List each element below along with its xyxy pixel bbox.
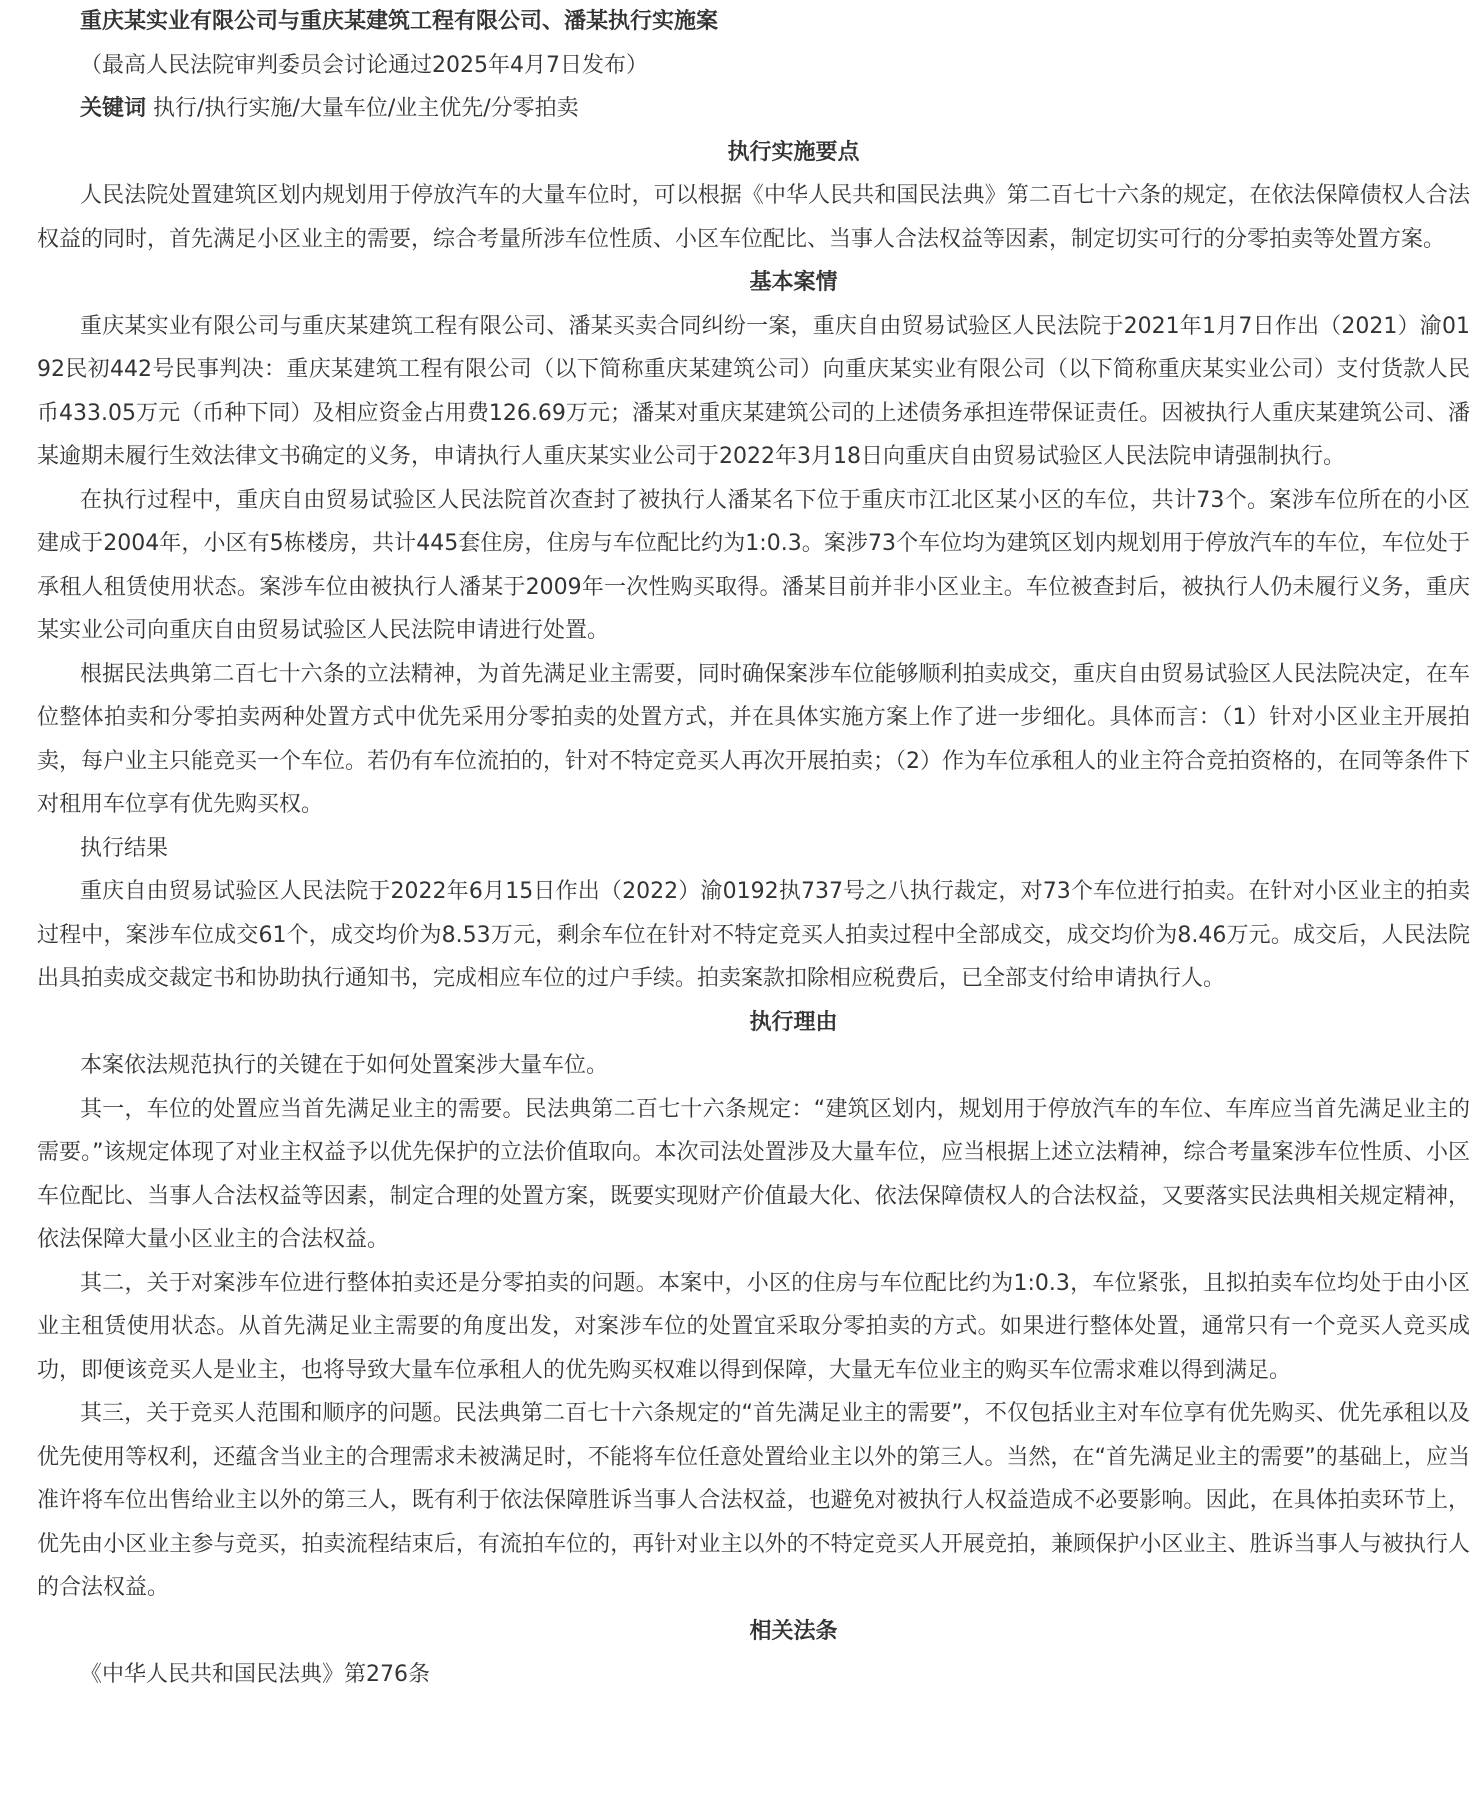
keywords-value: 执行/执行实施/大量车位/业主优先/分零拍卖 [153,96,579,121]
section-heading-related-laws: 相关法条 [749,1618,838,1644]
paragraph: 在执行过程中，重庆自由贸易试验区人民法院首次查封了被执行人潘某名下位于重庆市江北区某小区的车位，共计73个。案涉车位所在的小区建成于2004年，小区有5栋楼房，共计445套住房，住房与车位配比约为1:0.3。案涉73个车位均为建筑区划内规划用于停放汽车的车位，车位处于承租人租赁使用状态。案涉车位由被执行人潘某于2009年一次性购买取得。潘某目前并非小区业主。车位被查封后，被执行人仍未履行义务，重庆某实业公司向重庆自由贸易试验区人民法院申请进行处置。 [37,487,1470,643]
section-heading-reasons: 执行理由 [749,1009,838,1035]
paragraph: 本案依法规范执行的关键在于如何处置案涉大量车位。 [80,1053,609,1078]
paragraph: 重庆某实业有限公司与重庆某建筑工程有限公司、潘某买卖合同纠纷一案，重庆自由贸易试验区人民法院于2021年1月7日作出（2021）渝0192民初442号民事判决：重庆某建筑工程有限公司（以下简称重庆某建筑公司）向重庆某实业有限公司（以下简称重庆某实业公司）支付货款人民币433.05万元（币种下同）及相应资金占用费126.69万元；潘某对重庆某建筑公司的上述债务承担连带保证责任。因被执行人重庆某建筑公司、潘某逾期未履行生效法律文书确定的义务，申请执行人重庆某实业公司于2022年3月18日向重庆自由贸易试验区人民法院申请强制执行。 [37,313,1470,469]
paragraph: 重庆自由贸易试验区人民法院于2022年6月15日作出（2022）渝0192执737号之八执行裁定，对73个车位进行拍卖。在针对小区业主的拍卖过程中，案涉车位成交61个，成交均价为8.53万元，剩余车位在针对不特定竞买人拍卖过程中全部成交，成交均价为8.46万元。成交后，人民法院出具拍卖成交裁定书和协助执行通知书，完成相应车位的过户手续。拍卖案款扣除相应税费后，已全部支付给申请执行人。 [37,879,1470,991]
paragraph: 其二，关于对案涉车位进行整体拍卖还是分零拍卖的问题。本案中，小区的住房与车位配比约为1:0.3，车位紧张，且拟拍卖车位均处于由小区业主租赁使用状态。从首先满足业主需要的角度出发，对案涉车位的处置宜采取分零拍卖的方式。如果进行整体处置，通常只有一个竞买人竞买成功，即便该竞买人是业主，也将导致大量车位承租人的优先购买权难以得到保障，大量无车位业主的购买车位需求难以得到满足。 [37,1270,1470,1383]
case-title: 重庆某实业有限公司与重庆某建筑工程有限公司、潘某执行实施案 [80,9,719,34]
section-heading-basic-facts: 基本案情 [749,270,838,295]
paragraph: 人民法院处置建筑区划内规划用于停放汽车的大量车位时，可以根据《中华人民共和国民法典》第二百七十六条的规定，在依法保障债权人合法权益的同时，首先满足小区业主的需要，综合考量所涉车位性质、小区车位配比、当事人合法权益等因素，制定切实可行的分零拍卖等处置方案。 [37,183,1470,252]
section-heading-key-points: 执行实施要点 [727,139,860,165]
keywords-label: 关键词 [80,96,147,121]
paragraph: 其一，车位的处置应当首先满足业主的需要。民法典第二百七十六条规定：“建筑区划内，规划用于停放汽车的车位、车库应当首先满足业主的需要。”该规定体现了对业主权益予以优先保护的立法价值取向。本次司法处置涉及大量车位，应当根据上述立法精神，综合考量案涉车位性质、小区车位配比、当事人合法权益等因素，制定合理的处置方案，既要实现财产价值最大化、依法保障债权人的合法权益，又要落实民法典相关规定精神，依法保障大量小区业主的合法权益。 [37,1096,1470,1252]
related-law-item: 《中华人民共和国民法典》第276条 [80,1662,430,1687]
keywords-line [37,87,1470,131]
paragraph: 其三，关于竞买人范围和顺序的问题。民法典第二百七十六条规定的“首先满足业主的需要”，不仅包括业主对车位享有优先购买、优先承租以及优先使用等权利，还蕴含当业主的合理需求未被满足时，不能将车位任意处置给业主以外的第三人。当然，在“首先满足业主的需要”的基础上，应当准许将车位出售给业主以外的第三人，既有利于依法保障胜诉当事人合法权益，也避免对被执行人权益造成不必要影响。因此，在具体拍卖环节上，优先由小区业主参与竞买，拍卖流程结束后，有流拍车位的，再针对业主以外的不特定竞买人开展竞拍，兼顾保护小区业主、胜诉当事人与被执行人的合法权益。 [37,1401,1470,1600]
release-note: （最高人民法院审判委员会讨论通过2025年4月7日发布） [80,52,648,78]
paragraph: 根据民法典第二百七十六条的立法精神，为首先满足业主需要，同时确保案涉车位能够顺利拍卖成交，重庆自由贸易试验区人民法院决定，在车位整体拍卖和分零拍卖两种处置方式中优先采用分零拍卖的处置方式，并在具体实施方案上作了进一步细化。具体而言：（1）针对小区业主开展拍卖，每户业主只能竞买一个车位。若仍有车位流拍的，针对不特定竞买人再次开展拍卖；（2）作为车位承租人的业主符合竞拍资格的，在同等条件下对租用车位享有优先购买权。 [37,661,1471,817]
section-heading-result: 执行结果 [80,835,169,861]
